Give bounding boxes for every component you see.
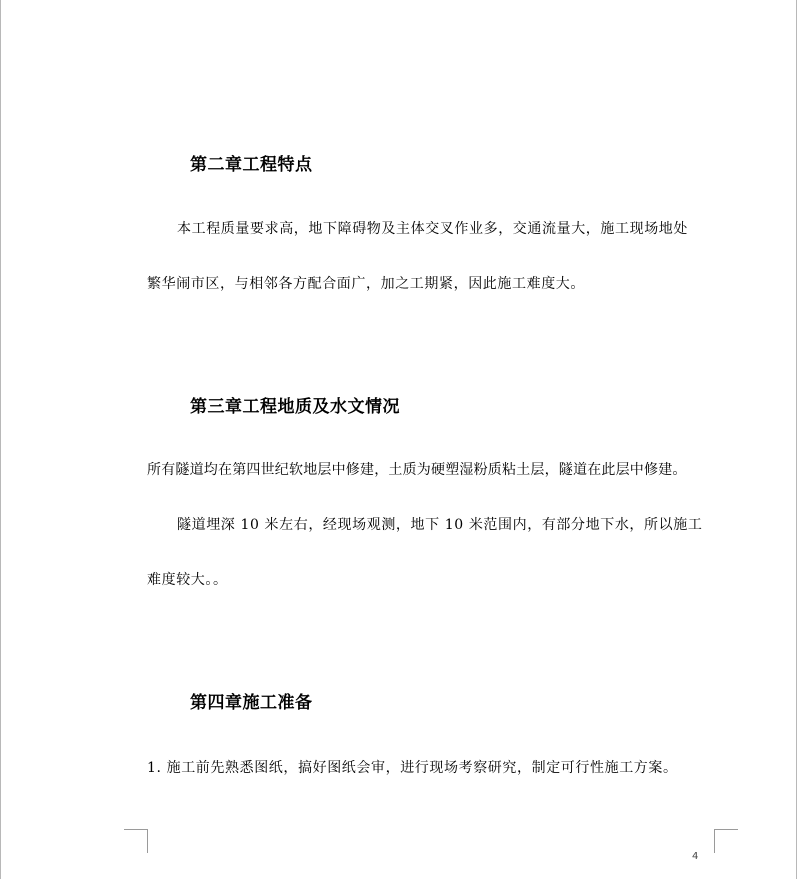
page-border-right <box>796 0 797 879</box>
chapter-3-paragraph-1: 所有隧道均在第四世纪软地层中修建，土质为硬塑湿粉质粘土层，隧道在此层中修建。 <box>147 462 687 478</box>
chapter-4-heading: 第四章施工准备 <box>190 693 313 713</box>
crop-mark-left-horizontal <box>124 829 148 830</box>
crop-mark-left-vertical <box>147 829 148 853</box>
page-number: 4 <box>692 851 699 862</box>
chapter-4-list-item-1: 1. 施工前先熟悉图纸，搞好图纸会审，进行现场考察研究，制定可行性施工方案。 <box>147 760 678 776</box>
chapter-2-paragraph-line-1: 本工程质量要求高，地下障碍物及主体交叉作业多，交通流量大，施工现场地处 <box>177 221 688 237</box>
chapter-3-heading: 第三章工程地质及水文情况 <box>190 397 400 417</box>
crop-mark-right-horizontal <box>714 829 738 830</box>
crop-mark-right-vertical <box>714 829 715 853</box>
chapter-3-paragraph-2-line-2: 难度较大。。 <box>147 572 228 588</box>
chapter-2-paragraph-line-2: 繁华闹市区，与相邻各方配合面广，加之工期紧，因此施工难度大。 <box>147 276 585 292</box>
chapter-3-paragraph-2-line-1: 隧道埋深 10 米左右，经现场观测，地下 10 米范围内，有部分地下水，所以施工 <box>177 517 703 533</box>
chapter-2-heading: 第二章工程特点 <box>190 155 313 175</box>
page-border-left <box>0 0 1 879</box>
